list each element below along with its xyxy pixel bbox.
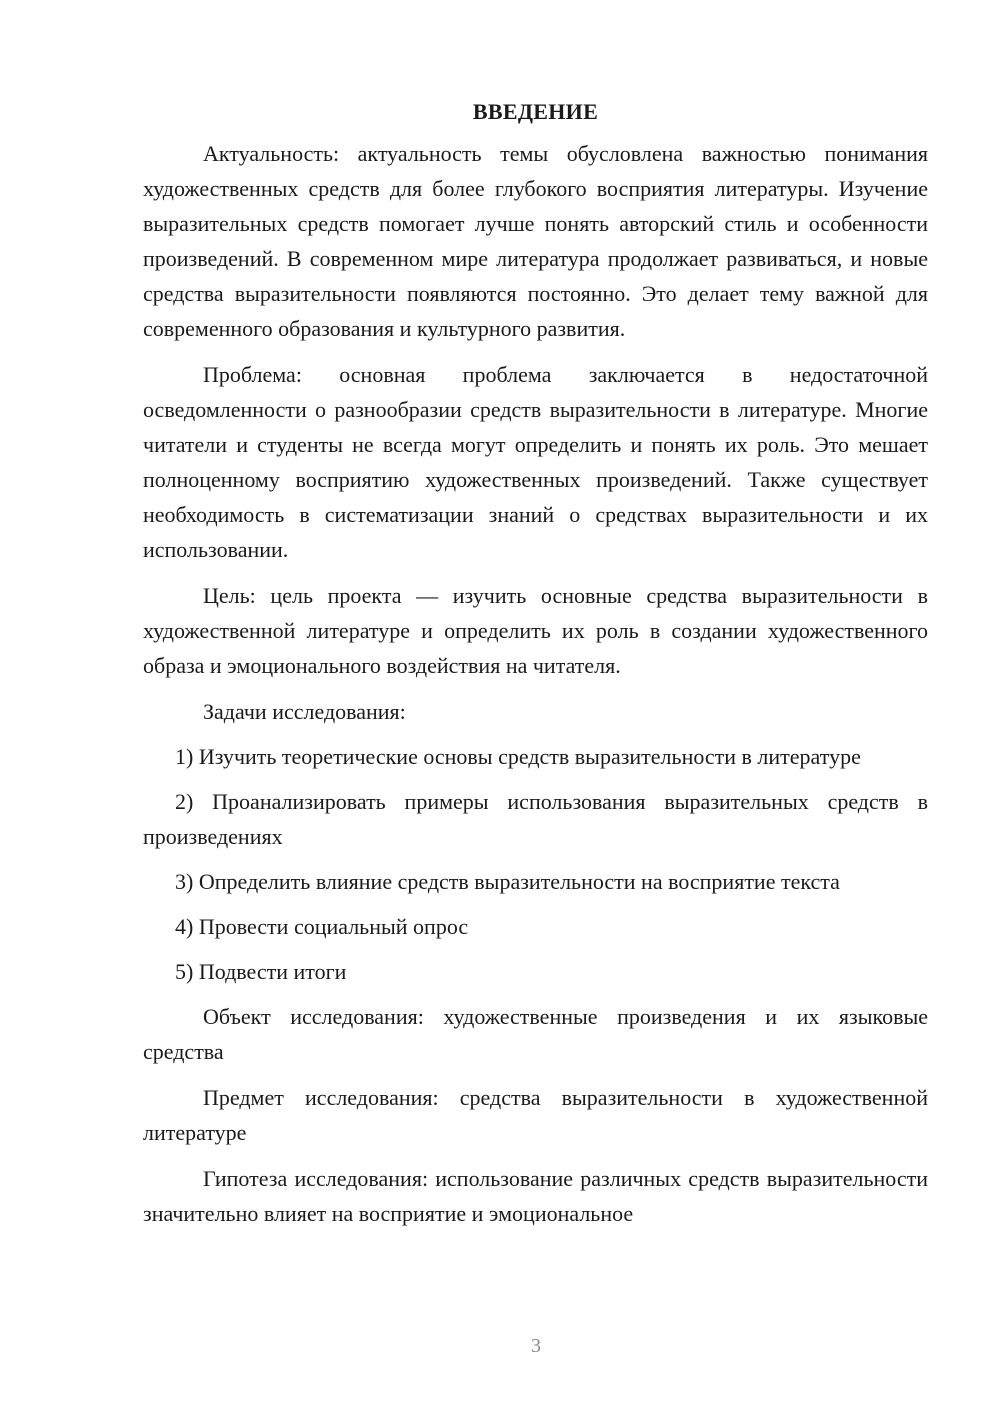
paragraph-problem: Проблема: основная проблема заключается в недостаточной осведомленности о разнообразии средств выразительности в литературе. Многие читатели и студенты не всегда могут определить и понять их роль. Это мешает полноценному восприятию художественных произведений. Также существует необходимость в систематизации знаний о средствах выразительности и их использовании. [143,362,928,562]
task-item-3: 3) Определить влияние средств выразительности на восприятие текста [175,869,840,894]
paragraph-relevance: Актуальность: актуальность темы обусловлена важностью понимания художественных средств для более глубокого восприятия литературы. Изучение выразительных средств помогает лучше понять авторский стиль и особенности произведений. В современном мире литература продолжает развиваться, и новые средства выразительности появляются постоянно. Это делает тему важной для современного образования и культурного развития. [143,141,928,341]
page-number: 3 [531,1335,541,1357]
paragraph-goal: Цель: цель проекта — изучить основные средства выразительности в художественной литературе и определить их роль в создании художественного образа и эмоционального воздействия на читателя. [143,583,928,678]
paragraph-subject: Предмет исследования: средства выразительности в художественной литературе [143,1085,928,1145]
section-title: ВВЕДЕНИЕ [472,99,599,124]
task-item-5: 5) Подвести итоги [175,959,347,984]
task-item-4: 4) Провести социальный опрос [175,914,469,939]
paragraph-hypothesis: Гипотеза исследования: использование различных средств выразительности значительно влияет на восприятие и эмоциональное [143,1166,928,1226]
paragraph-object: Объект исследования: художественные произведения и их языковые средства [143,1004,928,1064]
task-item-2: 2) Проанализировать примеры использования выразительных средств в произведениях [143,789,928,849]
tasks-heading: Задачи исследования: [203,699,406,724]
page-content [143,94,928,1242]
task-item-1: 1) Изучить теоретические основы средств выразительности в литературе [175,744,861,769]
